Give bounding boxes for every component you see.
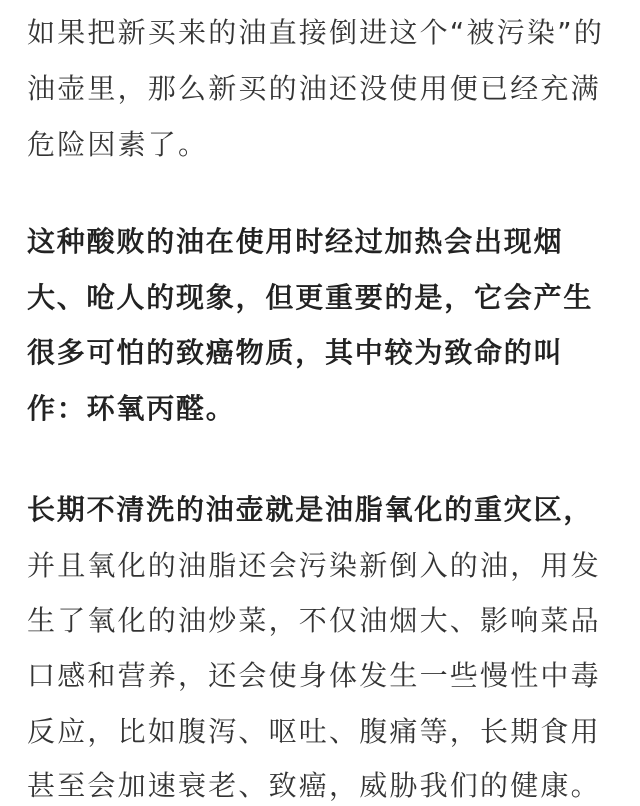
paragraph-1-line-1: 如果把新买来的油直接倒进这个“被污染”的: [27, 16, 605, 49]
paragraph-2-line-3: 很多可怕的致癌物质，其中较为致命的叫: [27, 336, 564, 369]
paragraph-3-line-1: 并且氧化的油脂还会污染新倒入的油，用发: [27, 549, 601, 582]
paragraph-3-line-5: 甚至会加速衰老、致癌，威胁我们的健康。: [27, 769, 601, 802]
paragraph-3-line-4: 反应，比如腹泻、呕吐、腹痛等，长期食用: [27, 715, 601, 748]
paragraph-2-line-4: 作：环氧丙醛。: [27, 392, 236, 425]
paragraph-3-line-2: 生了氧化的油炒菜，不仅油烟大、影响菜品: [27, 604, 601, 637]
paragraph-3-line-3: 口感和营养，还会使身体发生一些慢性中毒: [27, 659, 601, 692]
paragraph-2-line-1: 这种酸败的油在使用时经过加热会出现烟: [27, 225, 564, 258]
paragraph-1-line-3: 危险因素了。: [27, 128, 209, 161]
paragraph-3-bold-line: 长期不清洗的油壶就是油脂氧化的重灾区，: [27, 493, 594, 526]
paragraph-2-line-2: 大、呛人的现象，但更重要的是，它会产生: [27, 281, 594, 314]
paragraph-1-line-2: 油壶里，那么新买的油还没使用便已经充满: [27, 72, 601, 105]
